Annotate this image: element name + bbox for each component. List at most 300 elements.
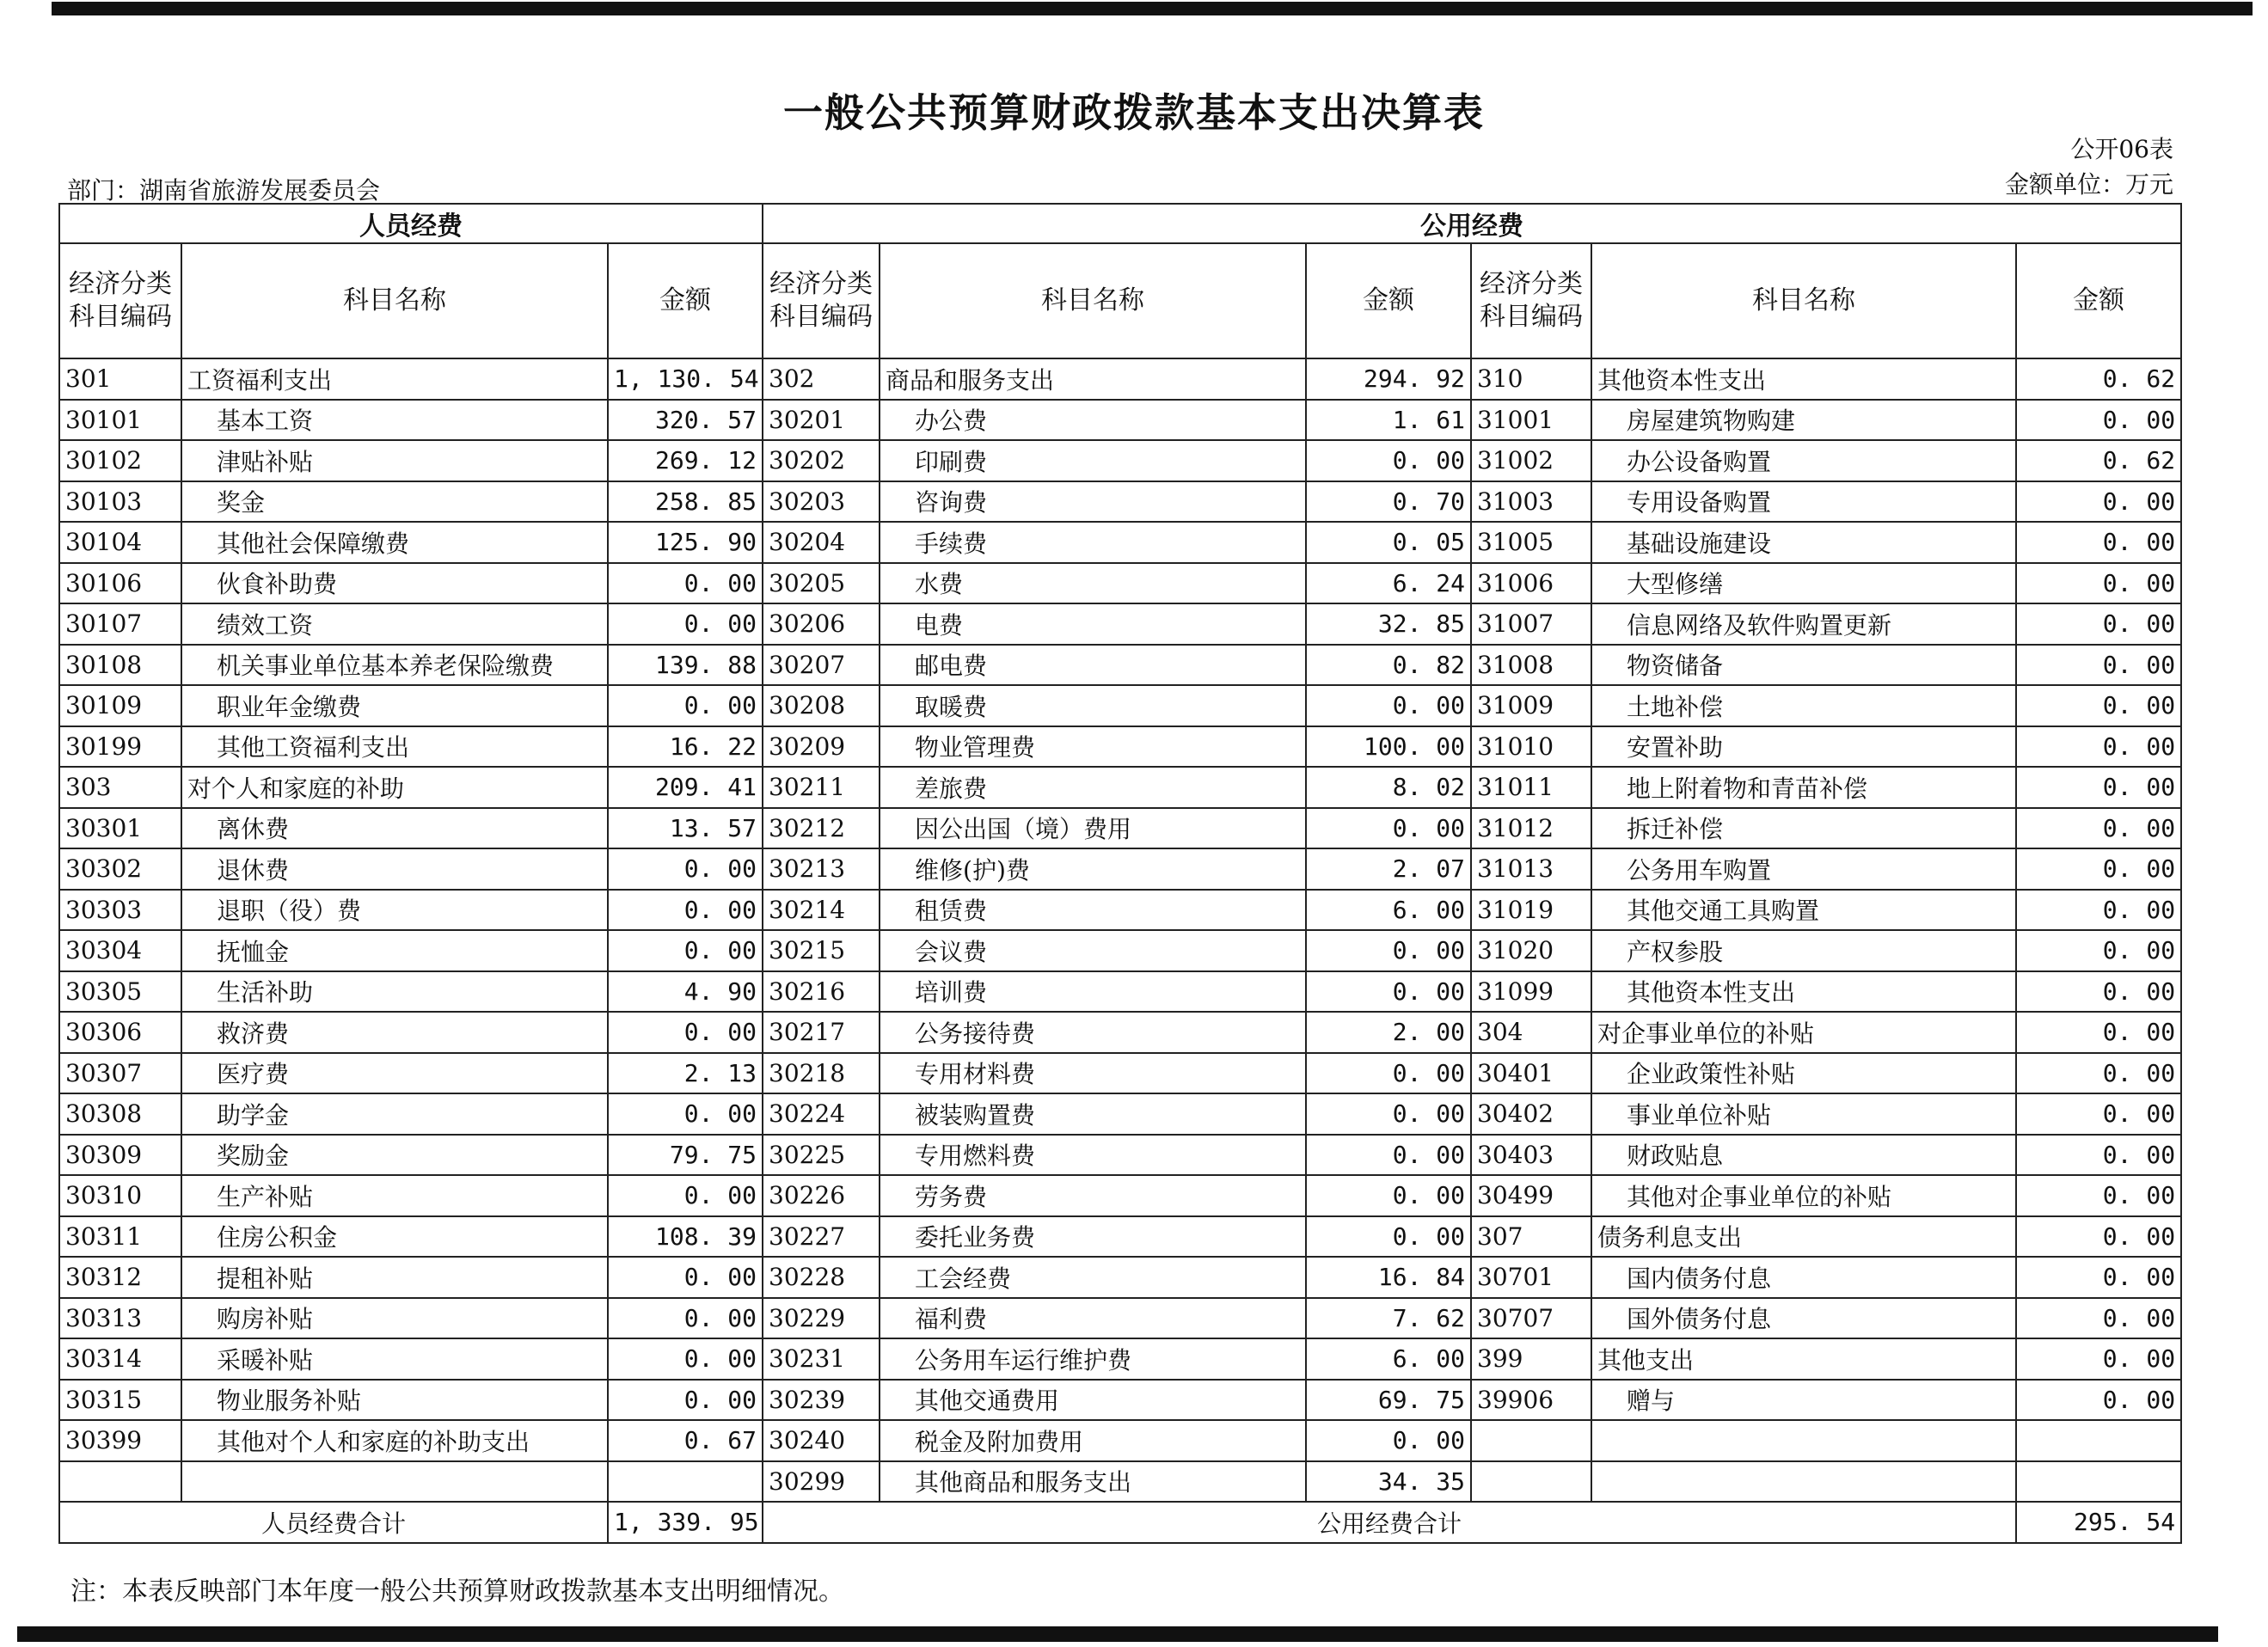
cell-name: 租赁费 [880,890,1306,931]
table-row [59,726,2181,768]
cell-code: 30315 [59,1380,181,1421]
cell-code: 30305 [59,971,181,1013]
cell-code: 30226 [763,1175,880,1216]
cell-amount: 69. 75 [1306,1380,1471,1421]
cell-name: 水费 [880,563,1306,604]
cell-name: 赠与 [1591,1380,2016,1421]
cell-code: 31099 [1471,971,1591,1013]
cell-amount: 32. 85 [1306,603,1471,645]
cell-code: 31020 [1471,930,1591,971]
cell-code: 307 [1471,1216,1591,1258]
cell-code: 30313 [59,1298,181,1339]
cell-code: 30231 [763,1338,880,1380]
cell-code: 30401 [1471,1053,1591,1094]
cell-amount: 269. 12 [608,440,763,481]
table-row [59,1420,2181,1461]
cell-code: 30225 [763,1135,880,1176]
cell-amount: 2. 13 [608,1053,763,1094]
header-name: 科目名称 [880,243,1306,358]
cell-name: 医疗费 [181,1053,608,1094]
header-amount: 金额 [2016,243,2181,358]
cell-code: 30240 [763,1420,880,1461]
table-row [59,1093,2181,1135]
cell-name: 福利费 [880,1298,1306,1339]
cell-code: 30109 [59,685,181,726]
cell-code: 30217 [763,1012,880,1053]
cell-name: 抚恤金 [181,930,608,971]
cell-name: 公务用车购置 [1591,848,2016,890]
cell-amount [2016,1420,2181,1461]
cell-code: 31001 [1471,400,1591,441]
table-row [59,808,2181,849]
cell-name: 奖金 [181,481,608,523]
table-row [59,400,2181,441]
cell-amount: 0. 00 [2016,767,2181,808]
cell-code: 30211 [763,767,880,808]
cell-name: 职业年金缴费 [181,685,608,726]
cell-amount: 0. 00 [1306,971,1471,1013]
cell-name: 产权参股 [1591,930,2016,971]
cell-name [181,1461,608,1503]
page-title: 一般公共预算财政拨款基本支出决算表 [783,89,1485,136]
cell-code: 302 [763,358,880,400]
cell-amount: 6. 00 [1306,1338,1471,1380]
cell-code: 30307 [59,1053,181,1094]
cell-code: 31005 [1471,522,1591,563]
cell-code: 30309 [59,1135,181,1176]
cell-name: 办公设备购置 [1591,440,2016,481]
cell-code: 30499 [1471,1175,1591,1216]
cell-name: 物业服务补贴 [181,1380,608,1421]
cell-name: 助学金 [181,1093,608,1135]
cell-name: 采暖补贴 [181,1338,608,1380]
cell-name: 公务用车运行维护费 [880,1338,1306,1380]
cell-code: 301 [59,358,181,400]
cell-amount: 0. 00 [608,685,763,726]
cell-code: 30707 [1471,1298,1591,1339]
cell-code: 30306 [59,1012,181,1053]
cell-amount: 0. 00 [2016,1216,2181,1258]
cell-code [1471,1461,1591,1503]
cell-amount: 0. 00 [1306,1175,1471,1216]
cell-amount: 0. 00 [608,890,763,931]
table-row [59,971,2181,1013]
cell-amount: 0. 00 [2016,971,2181,1013]
table-row [59,358,2181,400]
cell-code: 30299 [763,1461,880,1503]
cell-name: 其他交通费用 [880,1380,1306,1421]
cell-amount: 0. 00 [2016,400,2181,441]
section-header-row [59,204,2181,243]
cell-amount: 258. 85 [608,481,763,523]
cell-name: 办公费 [880,400,1306,441]
cell-name: 维修(护)费 [880,848,1306,890]
cell-code: 30106 [59,563,181,604]
cell-amount: 0. 00 [2016,1135,2181,1176]
cell-amount: 7. 62 [1306,1298,1471,1339]
header-amount: 金额 [1306,243,1471,358]
cell-amount: 0. 00 [1306,440,1471,481]
cell-name: 专用材料费 [880,1053,1306,1094]
cell-name: 基本工资 [181,400,608,441]
cell-code: 30101 [59,400,181,441]
cell-amount: 0. 00 [2016,645,2181,686]
cell-amount: 0. 00 [2016,1338,2181,1380]
cell-name: 对个人和家庭的补助 [181,767,608,808]
cell-code: 30402 [1471,1093,1591,1135]
personnel-total-label: 人员经费合计 [59,1502,608,1543]
expenditure-table [58,203,2182,1544]
cell-amount: 320. 57 [608,400,763,441]
cell-amount: 0. 00 [2016,1093,2181,1135]
cell-code: 303 [59,767,181,808]
cell-name: 生活补助 [181,971,608,1013]
cell-name: 安置补助 [1591,726,2016,768]
cell-code: 30304 [59,930,181,971]
personnel-total-amount: 1, 339. 95 [608,1502,763,1543]
cell-name: 取暖费 [880,685,1306,726]
cell-amount: 6. 24 [1306,563,1471,604]
cell-name: 专用燃料费 [880,1135,1306,1176]
table-row [59,481,2181,523]
cell-amount: 0. 00 [608,1012,763,1053]
cell-code: 31007 [1471,603,1591,645]
cell-code: 30206 [763,603,880,645]
cell-code: 31003 [1471,481,1591,523]
cell-name: 对企事业单位的补贴 [1591,1012,2016,1053]
cell-code: 31011 [1471,767,1591,808]
cell-code: 30314 [59,1338,181,1380]
cell-amount: 0. 00 [608,1175,763,1216]
cell-amount: 0. 00 [2016,726,2181,768]
footnote: 注：本表反映部门本年度一般公共预算财政拨款基本支出明细情况。 [70,1577,844,1607]
cell-code: 30228 [763,1257,880,1298]
cell-name: 退休费 [181,848,608,890]
cell-amount: 34. 35 [1306,1461,1471,1503]
cell-amount: 16. 84 [1306,1257,1471,1298]
cell-name: 物业管理费 [880,726,1306,768]
cell-code: 30205 [763,563,880,604]
cell-code: 30218 [763,1053,880,1094]
table-row [59,930,2181,971]
cell-amount: 0. 00 [2016,685,2181,726]
cell-amount: 0. 82 [1306,645,1471,686]
cell-amount: 13. 57 [608,808,763,849]
public-total-amount: 295. 54 [2016,1502,2181,1543]
cell-amount: 0. 00 [2016,603,2181,645]
cell-code [1471,1420,1591,1461]
cell-amount: 0. 00 [2016,930,2181,971]
table-row [59,848,2181,890]
cell-amount: 0. 00 [1306,685,1471,726]
table-row [59,1012,2181,1053]
cell-amount: 0. 00 [608,930,763,971]
cell-amount: 0. 00 [1306,1053,1471,1094]
cell-code: 30212 [763,808,880,849]
cell-amount: 6. 00 [1306,890,1471,931]
table-row [59,1338,2181,1380]
cell-name: 事业单位补贴 [1591,1093,2016,1135]
cell-amount: 0. 00 [2016,1380,2181,1421]
cell-code: 30209 [763,726,880,768]
cell-amount: 0. 00 [2016,848,2181,890]
table-row [59,1216,2181,1258]
cell-name: 电费 [880,603,1306,645]
table-row [59,1380,2181,1421]
cell-name: 其他商品和服务支出 [880,1461,1306,1503]
cell-amount: 0. 70 [1306,481,1471,523]
header-amount: 金额 [608,243,763,358]
table-row [59,1298,2181,1339]
cell-name: 国外债务付息 [1591,1298,2016,1339]
cell-name: 国内债务付息 [1591,1257,2016,1298]
cell-code: 30403 [1471,1135,1591,1176]
cell-code: 30310 [59,1175,181,1216]
table-row [59,522,2181,563]
cell-name: 咨询费 [880,481,1306,523]
cell-amount: 2. 00 [1306,1012,1471,1053]
cell-name: 其他工资福利支出 [181,726,608,768]
department-label: 部门：湖南省旅游发展委员会 [67,176,381,205]
cell-name: 委托业务费 [880,1216,1306,1258]
cell-code: 30239 [763,1380,880,1421]
cell-name: 邮电费 [880,645,1306,686]
cell-code [59,1461,181,1503]
cell-code: 30229 [763,1298,880,1339]
cell-name: 因公出国（境）费用 [880,808,1306,849]
cell-amount: 0. 00 [608,1257,763,1298]
cell-amount: 0. 00 [2016,1012,2181,1053]
cell-code: 30227 [763,1216,880,1258]
cell-amount: 0. 00 [608,1380,763,1421]
cell-code: 30103 [59,481,181,523]
cell-code: 31008 [1471,645,1591,686]
cell-code: 31002 [1471,440,1591,481]
cell-amount: 125. 90 [608,522,763,563]
cell-name: 其他对个人和家庭的补助支出 [181,1420,608,1461]
table-row [59,645,2181,686]
cell-code: 30399 [59,1420,181,1461]
cell-code: 39906 [1471,1380,1591,1421]
table-row [59,440,2181,481]
cell-amount [608,1461,763,1503]
cell-name: 其他资本性支出 [1591,971,2016,1013]
cell-name: 财政贴息 [1591,1135,2016,1176]
cell-name: 奖励金 [181,1135,608,1176]
cell-name: 机关事业单位基本养老保险缴费 [181,645,608,686]
cell-name: 其他对企事业单位的补贴 [1591,1175,2016,1216]
cell-name: 工资福利支出 [181,358,608,400]
cell-name: 公务接待费 [880,1012,1306,1053]
table-row [59,1175,2181,1216]
cell-amount: 0. 00 [2016,522,2181,563]
cell-name: 大型修缮 [1591,563,2016,604]
cell-amount: 4. 90 [608,971,763,1013]
cell-name: 培训费 [880,971,1306,1013]
cell-code: 30104 [59,522,181,563]
cell-name: 债务利息支出 [1591,1216,2016,1258]
cell-amount: 139. 88 [608,645,763,686]
cell-code: 30199 [59,726,181,768]
cell-code: 30311 [59,1216,181,1258]
cell-code: 30208 [763,685,880,726]
cell-code: 30108 [59,645,181,686]
cell-name: 专用设备购置 [1591,481,2016,523]
cell-amount: 0. 00 [1306,808,1471,849]
scan-border-bottom [17,1626,2218,1642]
cell-name: 会议费 [880,930,1306,971]
cell-name: 其他支出 [1591,1338,2016,1380]
cell-name: 其他资本性支出 [1591,358,2016,400]
form-number: 公开06表 [2070,135,2173,163]
table-row [59,1461,2181,1503]
cell-name: 劳务费 [880,1175,1306,1216]
cell-code: 30312 [59,1257,181,1298]
header-code: 经济分类科目编码 [763,243,880,358]
cell-name: 伙食补助费 [181,563,608,604]
cell-amount: 8. 02 [1306,767,1471,808]
cell-code: 30308 [59,1093,181,1135]
cell-name: 商品和服务支出 [880,358,1306,400]
header-code: 经济分类科目编码 [59,243,181,358]
cell-amount: 0. 00 [608,1338,763,1380]
cell-name: 其他社会保障缴费 [181,522,608,563]
cell-code: 310 [1471,358,1591,400]
cell-amount: 0. 00 [608,848,763,890]
table-row [59,685,2181,726]
cell-name: 生产补贴 [181,1175,608,1216]
cell-name: 税金及附加费用 [880,1420,1306,1461]
cell-code: 30303 [59,890,181,931]
totals-row [59,1502,2181,1543]
cell-name: 离休费 [181,808,608,849]
cell-code: 399 [1471,1338,1591,1380]
cell-name: 其他交通工具购置 [1591,890,2016,931]
cell-amount: 209. 41 [608,767,763,808]
cell-code: 31006 [1471,563,1591,604]
cell-code: 31013 [1471,848,1591,890]
cell-name [1591,1420,2016,1461]
table-row [59,563,2181,604]
cell-name: 信息网络及软件购置更新 [1591,603,2016,645]
cell-code: 30302 [59,848,181,890]
cell-name: 基础设施建设 [1591,522,2016,563]
cell-amount: 0. 62 [2016,358,2181,400]
cell-amount: 2. 07 [1306,848,1471,890]
cell-code: 30204 [763,522,880,563]
cell-code: 31010 [1471,726,1591,768]
table-row [59,890,2181,931]
cell-name: 工会经费 [880,1257,1306,1298]
cell-name: 地上附着物和青苗补偿 [1591,767,2016,808]
cell-name: 绩效工资 [181,603,608,645]
cell-name: 拆迁补偿 [1591,808,2016,849]
header-name: 科目名称 [1591,243,2016,358]
cell-amount: 0. 67 [608,1420,763,1461]
cell-name: 救济费 [181,1012,608,1053]
cell-amount [2016,1461,2181,1503]
cell-name: 退职（役）费 [181,890,608,931]
cell-name: 物资储备 [1591,645,2016,686]
cell-amount: 79. 75 [608,1135,763,1176]
cell-code: 30203 [763,481,880,523]
cell-amount: 1. 61 [1306,400,1471,441]
cell-name: 被装购置费 [880,1093,1306,1135]
cell-amount: 0. 00 [1306,1216,1471,1258]
cell-name: 土地补偿 [1591,685,2016,726]
header-name: 科目名称 [181,243,608,358]
cell-code: 30207 [763,645,880,686]
cell-amount: 0. 05 [1306,522,1471,563]
cell-amount: 294. 92 [1306,358,1471,400]
cell-code: 30102 [59,440,181,481]
cell-code: 30216 [763,971,880,1013]
cell-amount: 0. 00 [1306,1093,1471,1135]
cell-amount: 0. 00 [608,563,763,604]
cell-code: 30224 [763,1093,880,1135]
cell-amount: 0. 00 [2016,1257,2181,1298]
table-row [59,767,2181,808]
public-total-label: 公用经费合计 [763,1502,2016,1543]
cell-code: 30201 [763,400,880,441]
cell-code: 30301 [59,808,181,849]
column-header-row [59,243,2181,358]
cell-amount: 0. 00 [2016,563,2181,604]
header-code: 经济分类科目编码 [1471,243,1591,358]
cell-code: 31012 [1471,808,1591,849]
cell-amount: 0. 00 [2016,481,2181,523]
cell-code: 30214 [763,890,880,931]
cell-name: 印刷费 [880,440,1306,481]
table-row [59,1053,2181,1094]
cell-amount: 0. 00 [608,1093,763,1135]
cell-amount: 0. 00 [1306,1420,1471,1461]
cell-amount: 0. 00 [2016,1298,2181,1339]
cell-name: 津贴补贴 [181,440,608,481]
cell-amount: 0. 00 [2016,1053,2181,1094]
section-personnel: 人员经费 [59,204,763,243]
cell-code: 30215 [763,930,880,971]
cell-amount: 0. 00 [1306,930,1471,971]
cell-code: 31019 [1471,890,1591,931]
amount-unit: 金额单位：万元 [2004,170,2173,199]
cell-amount: 108. 39 [608,1216,763,1258]
table-row [59,1257,2181,1298]
cell-name: 企业政策性补贴 [1591,1053,2016,1094]
cell-code: 30701 [1471,1257,1591,1298]
table-row [59,1135,2181,1176]
cell-code: 30213 [763,848,880,890]
cell-amount: 100. 00 [1306,726,1471,768]
cell-amount: 0. 00 [2016,808,2181,849]
cell-amount: 0. 00 [608,1298,763,1339]
cell-name: 手续费 [880,522,1306,563]
cell-amount: 0. 62 [2016,440,2181,481]
cell-code: 304 [1471,1012,1591,1053]
cell-amount: 1, 130. 54 [608,358,763,400]
cell-name: 提租补贴 [181,1257,608,1298]
cell-amount: 0. 00 [2016,890,2181,931]
cell-amount: 0. 00 [608,603,763,645]
cell-name: 住房公积金 [181,1216,608,1258]
cell-amount: 0. 00 [2016,1175,2181,1216]
cell-name: 差旅费 [880,767,1306,808]
table-row [59,603,2181,645]
cell-name [1591,1461,2016,1503]
cell-name: 购房补贴 [181,1298,608,1339]
section-public: 公用经费 [763,204,2181,243]
cell-code: 30107 [59,603,181,645]
